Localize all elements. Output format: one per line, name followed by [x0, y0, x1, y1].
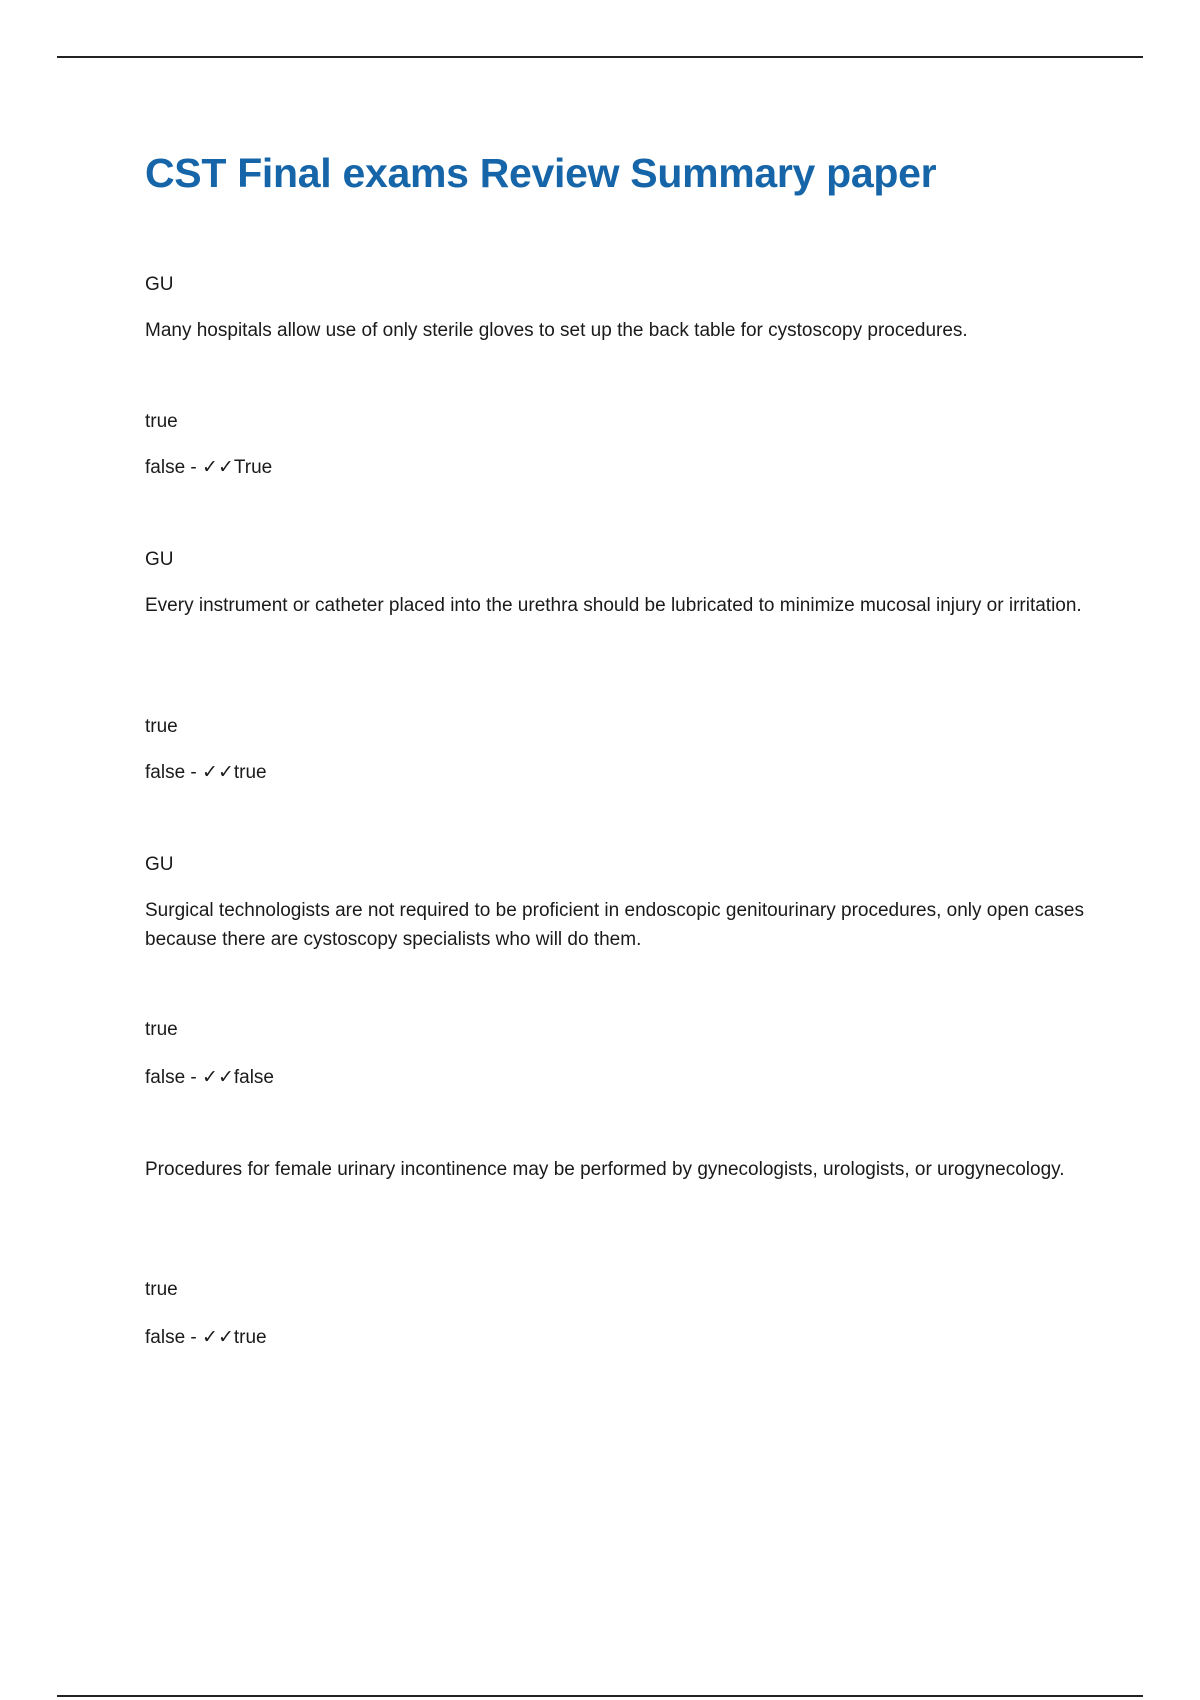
question-4-option-true: true [145, 1279, 178, 1300]
footer-rule [57, 1695, 1143, 1697]
question-3-answer: false - ✓✓false [145, 1067, 274, 1088]
question-3-option-true: true [145, 1019, 178, 1040]
question-1-category: GU [145, 274, 174, 295]
header-rule [57, 56, 1143, 58]
question-2-category: GU [145, 549, 174, 570]
question-1-answer: false - ✓✓True [145, 457, 273, 478]
question-2-text: Every instrument or catheter placed into the urethra should be lubricated to minimize mucosal injury or irritation. [145, 595, 1082, 616]
question-1-text: Many hospitals allow use of only sterile gloves to set up the back table for cystoscopy procedures. [145, 320, 968, 341]
question-4-answer: false - ✓✓true [145, 1327, 267, 1348]
question-3-category: GU [145, 854, 174, 875]
question-1-option-true: true [145, 411, 178, 432]
question-3-text: Surgical technologists are not required to be proficient in endoscopic genitourinary procedures, only open cases because there are cystoscopy specialists who will do them. [145, 900, 1084, 950]
question-4-text: Procedures for female urinary incontinence may be performed by gynecologists, urologists, or urogynecology. [145, 1159, 1065, 1180]
question-2-answer: false - ✓✓true [145, 762, 267, 783]
question-2-option-true: true [145, 716, 178, 737]
document-title: CST Final exams Review Summary paper [145, 150, 937, 196]
